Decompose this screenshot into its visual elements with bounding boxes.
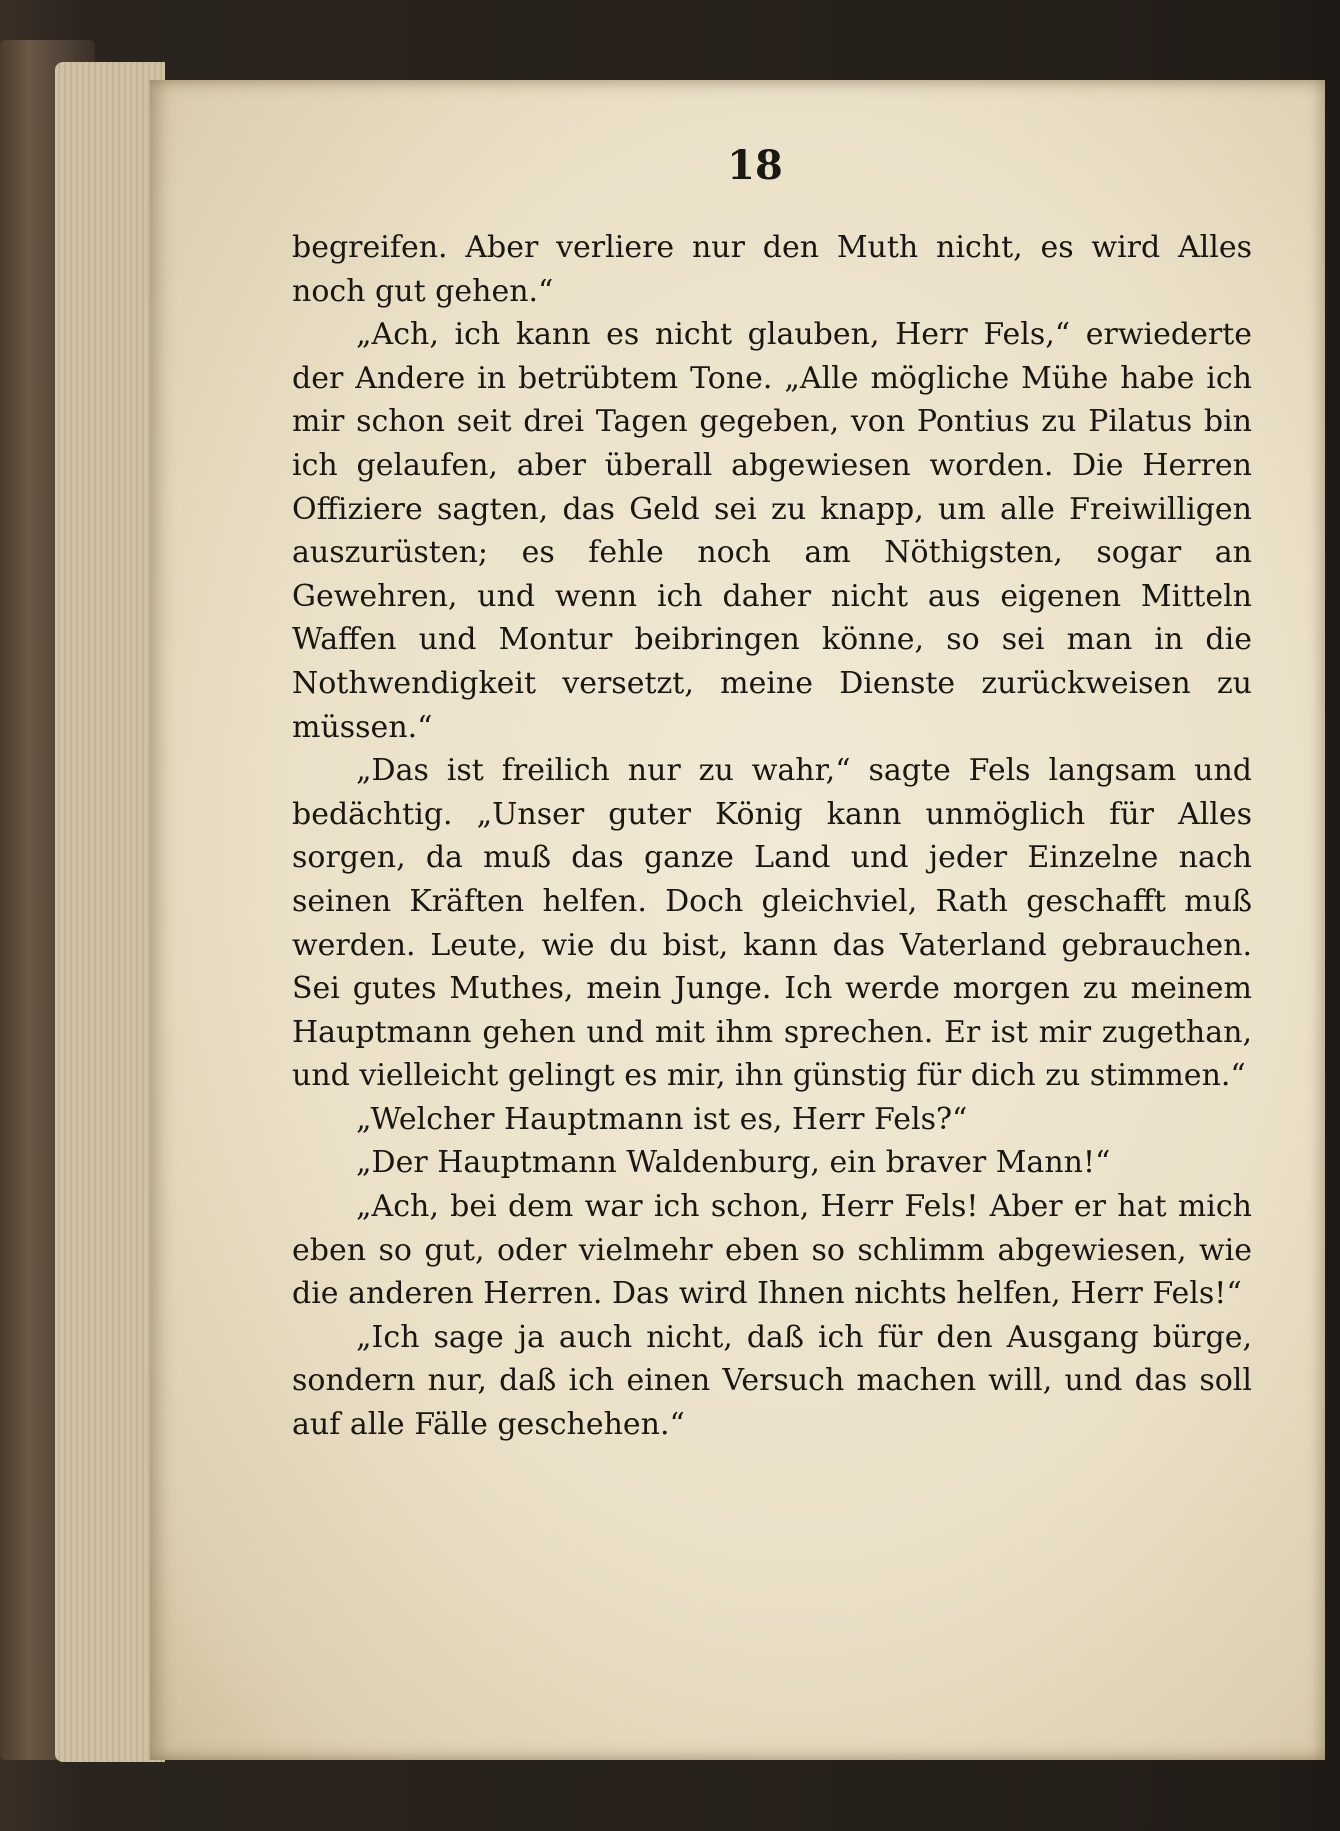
paragraph: „Der Hauptmann Waldenburg, ein braver Mann!“ xyxy=(356,1145,1111,1181)
paragraph: „Das ist freilich nur zu wahr,“ sagte Fels langsam und bedächtig. „Unser guter König kann unmöglich für Alles sorgen, da muß das ganze Land und jeder Einzelne nach seinen Kräften helfen. Doch gleichviel, Rath geschafft muß werden. Leute, wie du bist, kann das Vaterland gebrauchen. Sei gutes Muthes, mein Junge. Ich werde morgen zu meinem Hauptmann gehen und mit ihm sprechen. Er ist mir zugethan, und vielleicht gelingt es mir, ihn günstig für dich zu stimmen.“ xyxy=(292,753,1252,1094)
paragraph: „Welcher Hauptmann ist es, Herr Fels?“ xyxy=(356,1101,968,1137)
page-number: 18 xyxy=(727,142,783,189)
body-text xyxy=(292,226,1252,1447)
paragraph: begreifen. Aber verliere nur den Muth nicht, es wird Alles noch gut gehen.“ xyxy=(292,230,1252,309)
paragraph: „Ich sage ja auch nicht, daß ich für den Ausgang bürge, sondern nur, daß ich einen Versuch machen will, und das soll auf alle Fälle geschehen.“ xyxy=(292,1319,1252,1443)
page-edges xyxy=(55,62,165,1762)
paragraph: „Ach, ich kann es nicht glauben, Herr Fels,“ erwiederte der Andere in betrübtem Tone. „Alle mögliche Mühe habe ich mir schon seit drei Tagen gegeben, von Pontius zu Pilatus bin ich gelaufen, aber überall abgewiesen worden. Die Herren Offiziere sagten, das Geld sei zu knapp, um alle Freiwilligen auszurüsten; es fehle noch am Nöthigsten, sogar an Gewehren, und wenn ich daher nicht aus eigenen Mitteln Waffen und Montur beibringen könne, so sei man in die Nothwendigkeit versetzt, meine Dienste zurückweisen zu müssen.“ xyxy=(292,317,1252,745)
paragraph: „Ach, bei dem war ich schon, Herr Fels! Aber er hat mich eben so gut, oder vielmehr eben so schlimm abgewiesen, wie die anderen Herren. Das wird Ihnen nichts helfen, Herr Fels!“ xyxy=(292,1189,1252,1312)
